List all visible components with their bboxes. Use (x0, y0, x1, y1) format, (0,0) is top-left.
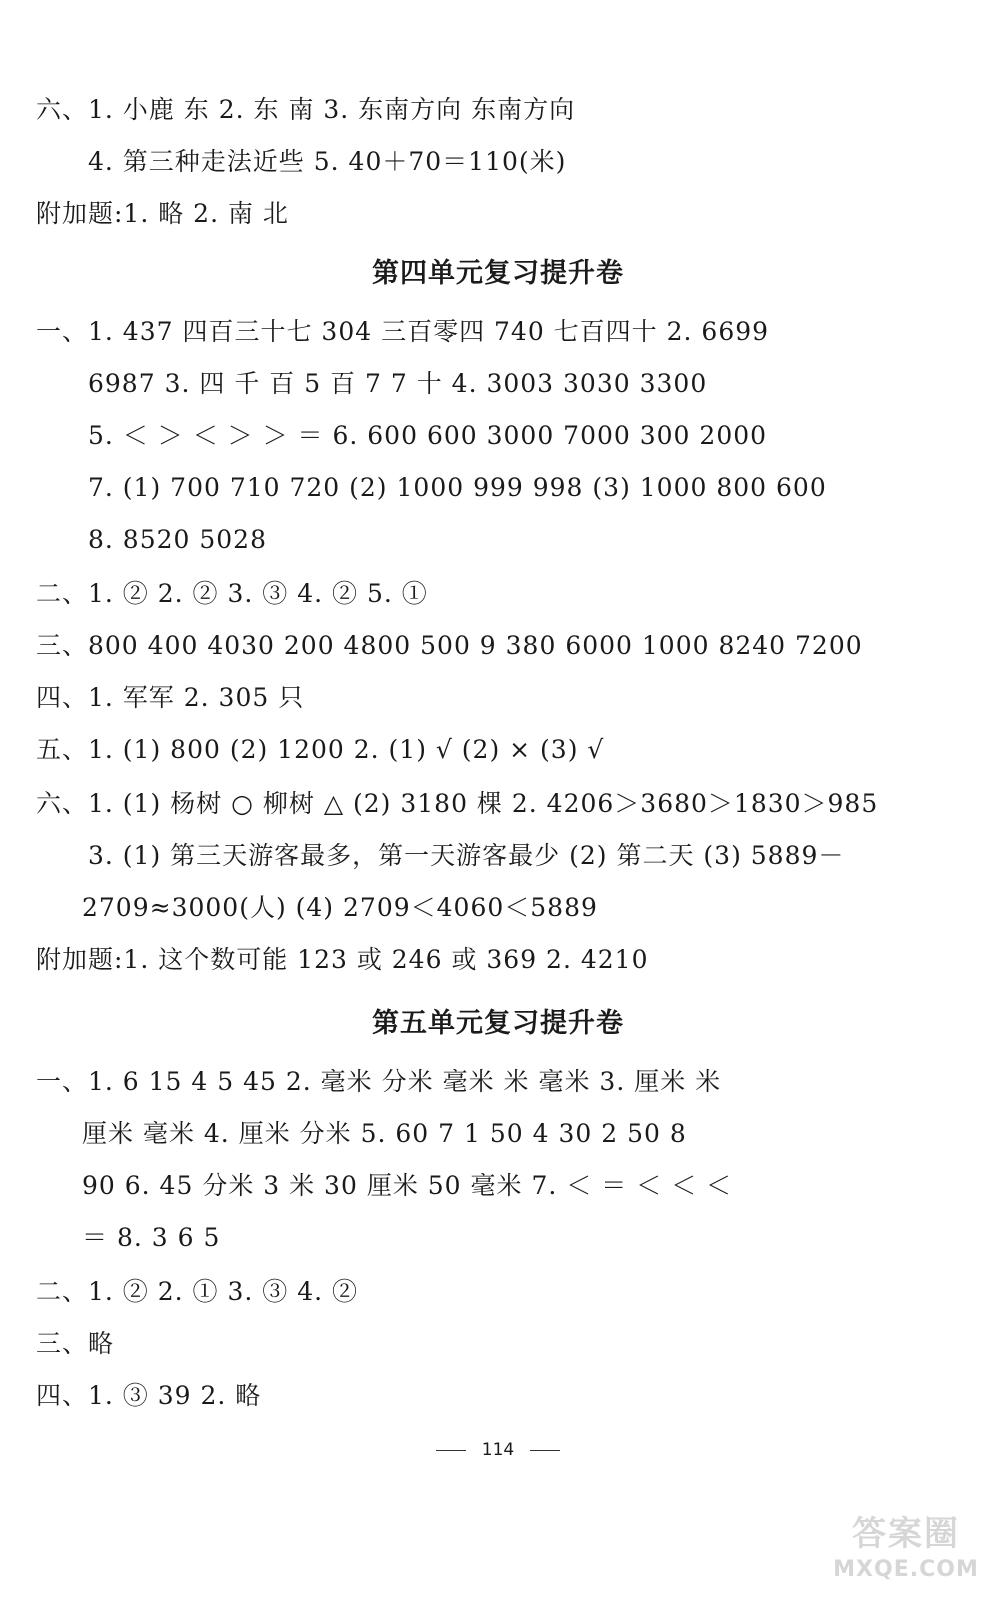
answer-line: 附加题:1. 略 2. 南 北 (36, 199, 289, 228)
answer-line: 二、1. ② 2. ② 3. ③ 4. ② 5. ① (36, 579, 428, 608)
watermark-top: 答案圈 (852, 1514, 960, 1554)
answer-line: 4. 第三种走法近些 5. 40＋70＝110(米) (88, 147, 567, 176)
answer-line: 3. (1) 第三天游客最多，第一天游客最少 (2) 第二天 (3) 5889－ (88, 841, 845, 870)
answer-line: 五、1. (1) 800 (2) 1200 2. (1) √ (2) × (3) √ (36, 735, 605, 764)
answer-line: 二、1. ② 2. ① 3. ③ 4. ② (36, 1277, 359, 1306)
page-number (0, 1438, 996, 1462)
answer-line: 六、1. (1) 杨树 ○ 柳树 △ (2) 3180 棵 2. 4206＞3680＞1830＞985 (36, 789, 879, 818)
watermark-logo (826, 1512, 986, 1592)
answer-line: 2709≈3000(人) (4) 2709＜4060＜5889 (82, 893, 598, 922)
unit4-title: 第四单元复习提升卷 (372, 258, 624, 289)
answer-line: 一、1. 6 15 4 5 45 2. 毫米 分米 毫米 米 毫米 3. 厘米 米 (36, 1067, 722, 1096)
answer-line: 8. 8520 5028 (88, 525, 267, 554)
answer-line: 一、1. 437 四百三十七 304 三百零四 740 七百四十 2. 6699 (36, 317, 770, 346)
answer-line: 6987 3. 四 千 百 5 百 7 7 十 4. 3003 3030 3300 (88, 369, 708, 398)
answer-line: 三、800 400 4030 200 4800 500 9 380 6000 1000 8240 7200 (36, 631, 863, 660)
watermark-bottom: MXQE.COM (833, 1557, 979, 1582)
unit5-title: 第五单元复习提升卷 (372, 1008, 624, 1039)
answer-line: 四、1. 军军 2. 305 只 (36, 683, 305, 712)
answer-line: 附加题:1. 这个数可能 123 或 246 或 369 2. 4210 (36, 945, 649, 974)
answer-line: 六、1. 小鹿 东 2. 东 南 3. 东南方向 东南方向 (36, 95, 576, 124)
answer-line: 5. ＜ ＞ ＜ ＞ ＞ ＝ 6. 600 600 3000 7000 300 2000 (88, 421, 768, 450)
answer-line: ＝ 8. 3 6 5 (82, 1223, 221, 1252)
page-number-text: 114 (481, 1440, 515, 1460)
answer-line: 四、1. ③ 39 2. 略 (36, 1381, 262, 1410)
answer-line: 三、略 (36, 1329, 115, 1358)
answer-line: 厘米 毫米 4. 厘米 分米 5. 60 7 1 50 4 30 2 50 8 (82, 1119, 687, 1148)
footer-dash-right (530, 1450, 560, 1451)
answer-line: 7. (1) 700 710 720 (2) 1000 999 998 (3) 1000 800 600 (88, 473, 827, 502)
footer-dash-left (436, 1450, 466, 1451)
answer-line: 90 6. 45 分米 3 米 30 厘米 50 毫米 7. ＜ ＝ ＜ ＜ ＜ (82, 1171, 733, 1200)
